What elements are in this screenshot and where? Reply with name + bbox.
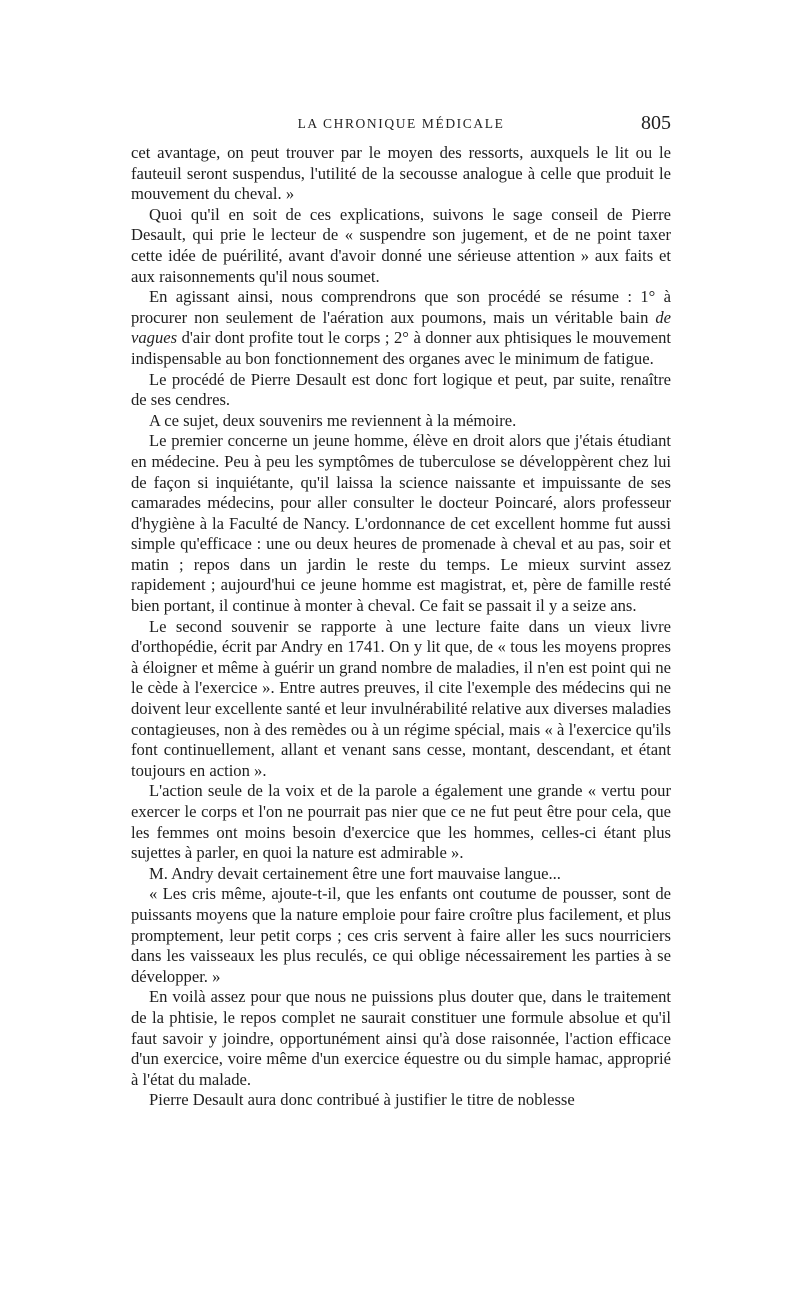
page-number: 805 bbox=[641, 112, 671, 134]
paragraph-3-text-a: En agissant ainsi, nous comprendrons que son procédé se résume : 1° à procurer non seulement de l'aération aux poumons, mais un véritable bain bbox=[131, 287, 671, 327]
body-text bbox=[131, 143, 671, 1111]
paragraph-8: L'action seule de la voix et de la parole a également une grande « vertu pour exercer le corps et l'on ne pourrait pas nier que ce ne fut peut être pour cela, que les femmes ont moins besoin d'exercice que les hommes, celles-ci étant plus sujettes à parler, en quoi la nature est admirable ». bbox=[131, 781, 671, 863]
running-head: LA CHRONIQUE MÉDICALE bbox=[297, 116, 505, 131]
paragraph-5: A ce sujet, deux souvenirs me reviennent à la mémoire. bbox=[149, 410, 517, 430]
paragraph-1: cet avantage, on peut trouver par le moyen des ressorts, auxquels le lit ou le fauteuil seront suspendus, l'utilité de la secousse analogue à celle que produit le mouvement du cheval. » bbox=[131, 143, 671, 204]
paragraph-3-text-b: d'air dont profite tout le corps ; 2° à donner aux phtisiques le mouvement indispensable au bon fonctionnement des organes avec le minimum de fatigue. bbox=[131, 328, 671, 368]
paragraph-3-italic: de vagues bbox=[131, 307, 671, 348]
paragraph-12: Pierre Desault aura donc contribué à justifier le titre de noblesse bbox=[149, 1090, 575, 1110]
paragraph-4: Le procédé de Pierre Desault est donc fort logique et peut, par suite, renaître de ses cendres. bbox=[131, 369, 671, 410]
paragraph-3 bbox=[131, 287, 671, 369]
paragraph-2: Quoi qu'il en soit de ces explications, suivons le sage conseil de Pierre Desault, qui prie le lecteur de « suspendre son jugement, et de ne point taxer cette idée de puérilité, avant d'avoir donné une sérieuse attention » aux faits et aux raisonnements qu'il nous soumet. bbox=[131, 204, 671, 286]
paragraph-6: Le premier concerne un jeune homme, élève en droit alors que j'étais étudiant en médecine. Peu à peu les symptômes de tuberculose se développèrent chez lui de façon si inquiétante, qu'il laissa la science naissante et impuissante de ses camarades médecins, pour aller consulter le docteur Poincaré, alors professeur d'hygiène à la Faculté de Nancy. L'ordonnance de cet excellent homme fut aussi simple qu'efficace : une ou deux heures de promenade à cheval et au pas, soir et matin ; repos dans un jardin le reste du temps. Le mieux survint assez rapidement ; aujourd'hui ce jeune homme est magistrat, et, père de famille resté bien portant, il continue à monter à cheval. Ce fait se passait il y a seize ans. bbox=[131, 431, 671, 616]
paragraph-11: En voilà assez pour que nous ne puissions plus douter que, dans le traitement de la phtisie, le repos complet ne saurait constituer une formule absolue et qu'il faut savoir y joindre, opportunément ainsi qu'à dose raisonnée, l'action efficace d'un exercice, voire même d'un exercice équestre ou du simple hamac, approprié à l'état du malade. bbox=[131, 987, 671, 1089]
page-header bbox=[131, 112, 671, 138]
paragraph-7: Le second souvenir se rapporte à une lecture faite dans un vieux livre d'orthopédie, écrit par Andry en 1741. On y lit que, de « tous les moyens propres à éloigner et même à guérir un grand nombre de maladies, il n'en est point qui ne le cède à l'exercice ». Entre autres preuves, il cite l'exemple des médecins qui ne doivent leur excellente santé et leur invulnérabilité relative aux diverses maladies contagieuses, non à des remèdes ou à un régime spécial, mais « à l'exercice qu'ils font continuellement, allant et venant sans cesse, montant, descendant, et étant toujours en action ». bbox=[131, 616, 672, 780]
paragraph-9: M. Andry devait certainement être une fort mauvaise langue... bbox=[149, 863, 561, 883]
paragraph-10: « Les cris même, ajoute-t-il, que les enfants ont coutume de pousser, sont de puissants moyens que la nature emploie pour faire croître plus facilement, et plus promptement, leur petit corps ; ces cris servent à faire aller les sucs nourriciers dans les vaisseaux les plus reculés, ce qui oblige nécessairement les parties à se développer. » bbox=[131, 884, 671, 986]
